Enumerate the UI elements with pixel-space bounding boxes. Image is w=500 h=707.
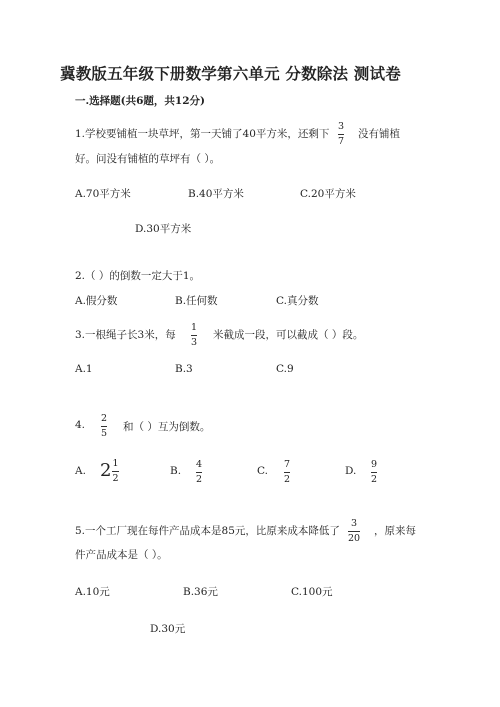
question-4-fraction [101, 414, 107, 438]
question-3-option-a[interactable]: A.1 [75, 363, 93, 375]
fraction-denominator: 2 [112, 472, 119, 484]
question-5-text-line2: 件产品成本是（ ）。 [75, 549, 168, 561]
question-4-option-c-fraction[interactable] [284, 460, 290, 484]
fraction-denominator: 2 [196, 473, 203, 485]
fraction-bar [284, 472, 290, 473]
fraction-bar [348, 531, 360, 532]
question-1-option-a[interactable]: A.70平方米 [75, 188, 131, 200]
fraction-numerator: 7 [284, 459, 291, 470]
fraction-denominator: 2 [371, 473, 378, 485]
question-3-fraction [191, 323, 197, 347]
section-heading: 一.选择题(共6题，共12分) [75, 95, 206, 107]
question-5-option-d[interactable]: D.30元 [150, 623, 186, 635]
mixed-fraction [112, 459, 118, 483]
question-2-option-b[interactable]: B.任何数 [175, 295, 218, 307]
fraction-bar [191, 335, 197, 336]
question-1-option-c[interactable]: C.20平方米 [300, 188, 356, 200]
fraction-numerator: 1 [112, 458, 119, 469]
question-1-text-b: 没有铺植 [358, 128, 400, 140]
question-3-text-a: 3.一根绳子长3米，每 [75, 329, 176, 341]
fraction-bar [338, 134, 344, 135]
question-3-text-b: 米截成一段，可以截成（ ）段。 [213, 329, 364, 341]
fraction-denominator: 7 [338, 135, 345, 147]
question-1-fraction [338, 122, 344, 146]
question-3-option-b[interactable]: B.3 [175, 363, 193, 375]
fraction-numerator: 1 [191, 322, 198, 333]
question-4-option-c-label[interactable]: C. [257, 465, 268, 477]
question-5-text-b: ，原来每 [374, 525, 416, 537]
fraction-numerator: 3 [351, 518, 358, 529]
question-4-option-a-label[interactable]: A. [75, 465, 86, 477]
question-3-option-c[interactable]: C.9 [276, 363, 294, 375]
question-5-fraction [348, 519, 360, 543]
fraction-numerator: 9 [371, 459, 378, 470]
page-title: 冀教版五年级下册数学第六单元 分数除法 测试卷 [60, 64, 401, 83]
fraction-bar [196, 472, 202, 473]
question-4-option-d-fraction[interactable] [371, 460, 377, 484]
question-5-option-b[interactable]: B.36元 [183, 586, 218, 598]
question-4-option-d-label[interactable]: D. [345, 465, 357, 477]
fraction-bar [371, 472, 377, 473]
question-4-option-a-mixed-number[interactable] [100, 459, 119, 483]
question-1-option-b[interactable]: B.40平方米 [188, 188, 244, 200]
question-5-option-c[interactable]: C.100元 [291, 586, 333, 598]
fraction-numerator: 2 [101, 413, 108, 424]
fraction-numerator: 3 [338, 121, 345, 132]
question-2-option-a[interactable]: A.假分数 [75, 295, 118, 307]
question-2-text: 2.（ ）的倒数一定大于1。 [75, 270, 201, 282]
fraction-bar [101, 426, 107, 427]
question-2-option-c[interactable]: C.真分数 [276, 295, 319, 307]
fraction-denominator: 2 [284, 473, 291, 485]
mixed-whole: 2 [100, 460, 112, 481]
question-5-text-a: 5.一个工厂现在每件产品成本是85元，比原来成本降低了 [75, 525, 340, 537]
question-1-option-d[interactable]: D.30平方米 [135, 223, 192, 235]
question-1-text-a: 1.学校要铺植一块草坪，第一天铺了40平方米，还剩下 [75, 128, 330, 140]
question-5-option-a[interactable]: A.10元 [75, 586, 110, 598]
question-4-number: 4. [75, 419, 86, 431]
fraction-denominator: 3 [191, 336, 198, 348]
question-4-text: 和（ ）互为倒数。 [123, 421, 211, 433]
question-1-text-line2: 好。问没有铺植的草坪有（ ）。 [75, 153, 221, 165]
question-4-option-b-label[interactable]: B. [170, 465, 182, 477]
fraction-bar [112, 471, 118, 472]
fraction-denominator: 20 [348, 532, 361, 544]
question-4-option-b-fraction[interactable] [196, 460, 202, 484]
fraction-numerator: 4 [196, 459, 203, 470]
fraction-denominator: 5 [101, 427, 108, 439]
